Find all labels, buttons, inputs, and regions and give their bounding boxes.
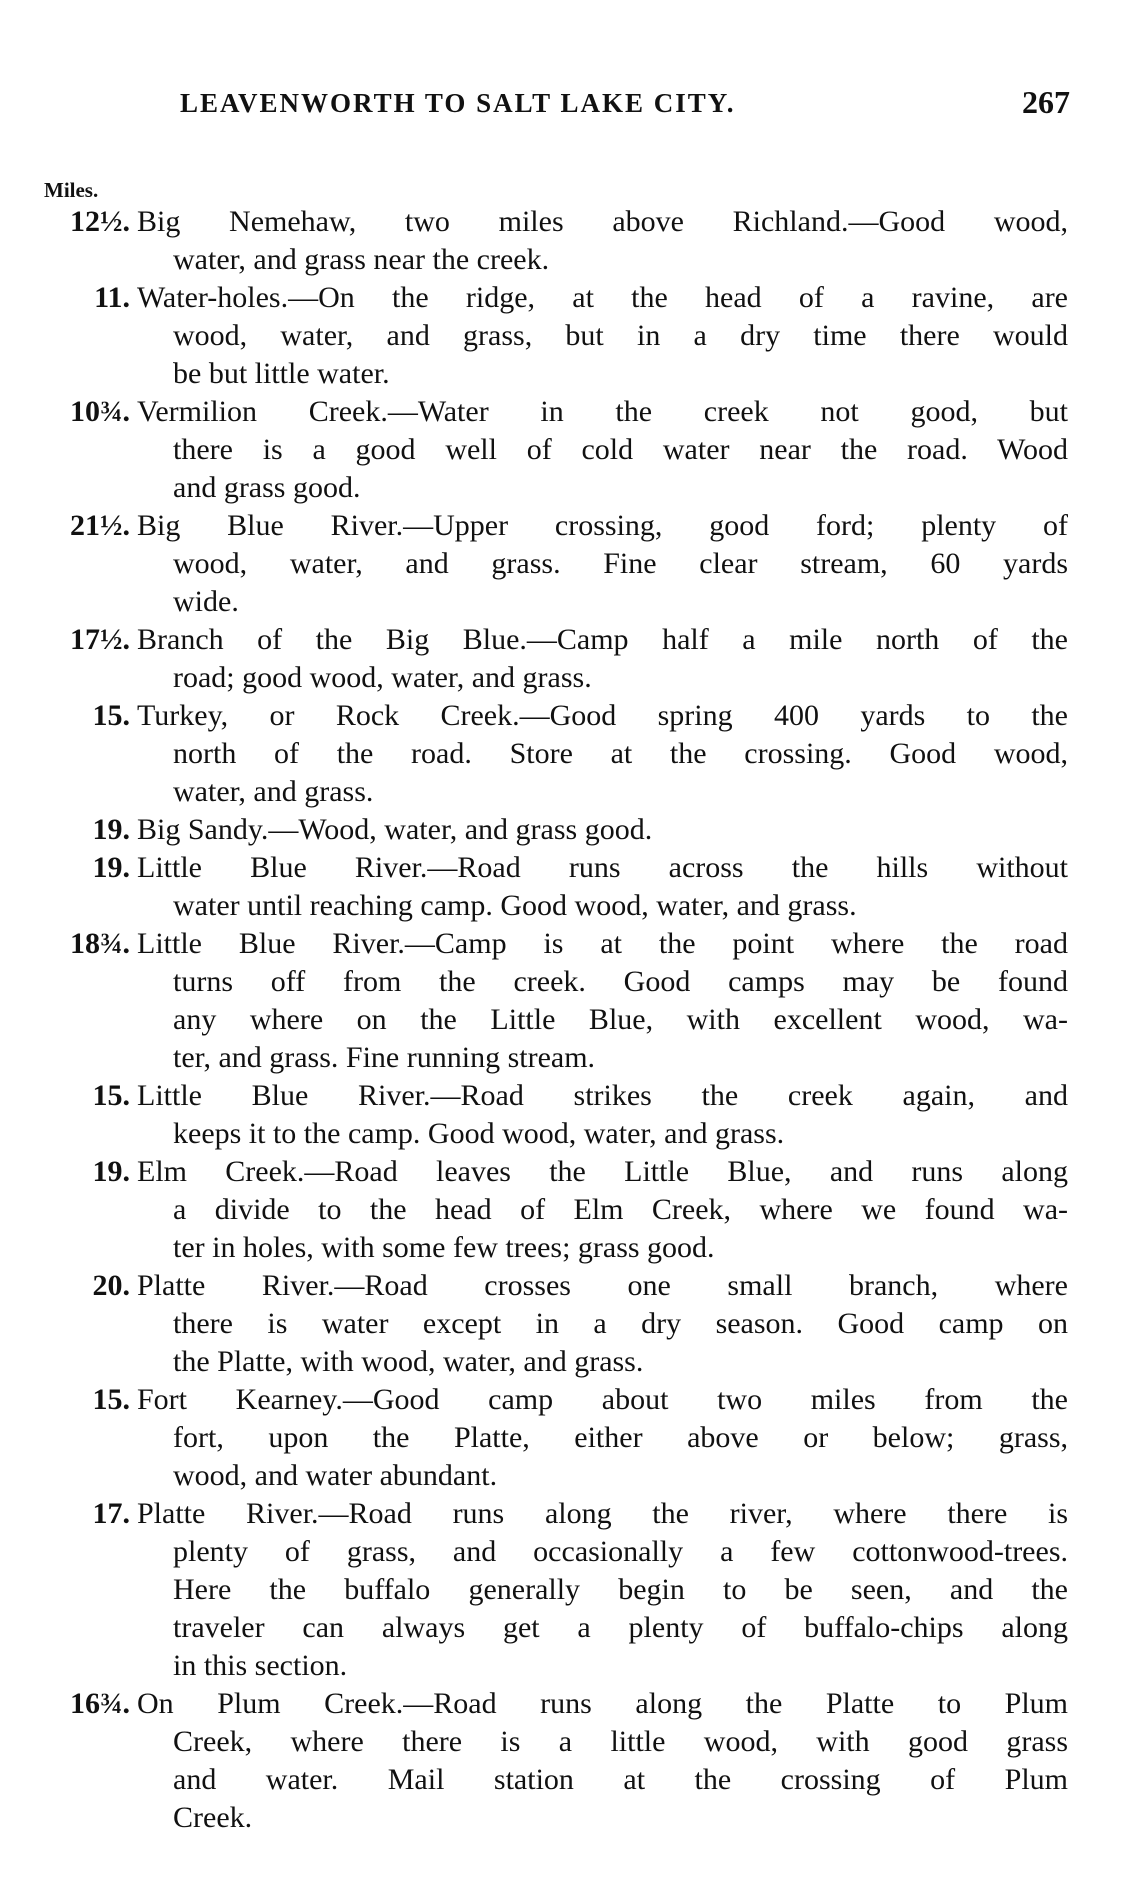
entry-miles: 19.: [92, 813, 130, 846]
entry-text-line: wood, water, and grass, but in a dry time there would: [173, 319, 1068, 352]
entry-text-line: the Platte, with wood, water, and grass.: [173, 1345, 644, 1378]
itinerary-entry: [0, 1077, 1147, 1153]
entry-text-line: keeps it to the camp. Good wood, water, and grass.: [173, 1117, 785, 1150]
itinerary-entry: [0, 811, 1147, 849]
entry-miles: 16¾.: [70, 1687, 130, 1720]
itinerary-entry: [0, 1495, 1147, 1685]
entry-miles: 15.: [92, 1383, 130, 1416]
entry-miles: 10¾.: [70, 395, 130, 428]
entry-text-line: ter, and grass. Fine running stream.: [173, 1041, 596, 1074]
entry-text-line: Fort Kearney.—Good camp about two miles from the: [137, 1383, 1068, 1416]
entry-text-line: Here the buffalo generally begin to be seen, and the: [173, 1573, 1068, 1606]
entry-text-line: Branch of the Big Blue.—Camp half a mile north of the: [137, 623, 1068, 656]
running-title: LEAVENWORTH TO SALT LAKE CITY.: [180, 88, 736, 118]
entry-miles: 17½.: [70, 623, 130, 656]
itinerary-entry: [0, 1153, 1147, 1267]
entry-text-line: water until reaching camp. Good wood, water, and grass.: [173, 889, 857, 922]
entry-text-line: Big Sandy.—Wood, water, and grass good.: [137, 813, 653, 846]
itinerary-list: [0, 203, 1147, 1837]
itinerary-entry: [0, 621, 1147, 697]
entry-miles: 19.: [92, 851, 130, 884]
entry-miles: 20.: [92, 1269, 130, 1302]
entry-text-line: Little Blue River.—Road strikes the creek again, and: [137, 1079, 1068, 1112]
entry-text-line: wide.: [173, 585, 239, 618]
entry-text-line: Little Blue River.—Camp is at the point where the road: [137, 927, 1068, 960]
entry-text-line: north of the road. Store at the crossing. Good wood,: [173, 737, 1068, 770]
itinerary-entry: [0, 507, 1147, 621]
itinerary-entry: [0, 1267, 1147, 1381]
itinerary-entry: [0, 697, 1147, 811]
entry-text-line: On Plum Creek.—Road runs along the Platte to Plum: [137, 1687, 1068, 1720]
entry-text-line: a divide to the head of Elm Creek, where we found wa-: [173, 1193, 1068, 1226]
entry-text-line: Vermilion Creek.—Water in the creek not good, but: [137, 395, 1068, 428]
entry-text-line: turns off from the creek. Good camps may be found: [173, 965, 1068, 998]
entry-miles: 18¾.: [70, 927, 130, 960]
entry-text-line: Elm Creek.—Road leaves the Little Blue, and runs along: [137, 1155, 1068, 1188]
entry-text-line: Big Nemehaw, two miles above Richland.—Good wood,: [137, 205, 1068, 238]
entry-text-line: be but little water.: [173, 357, 390, 390]
entry-text-line: Turkey, or Rock Creek.—Good spring 400 yards to the: [137, 699, 1068, 732]
itinerary-entry: [0, 849, 1147, 925]
entry-miles: 15.: [92, 1079, 130, 1112]
entry-text-line: there is water except in a dry season. Good camp on: [173, 1307, 1068, 1340]
entry-text-line: in this section.: [173, 1649, 348, 1682]
entry-miles: 19.: [92, 1155, 130, 1188]
entry-text-line: ter in holes, with some few trees; grass good.: [173, 1231, 715, 1264]
entry-miles: 15.: [92, 699, 130, 732]
entry-text-line: Water-holes.—On the ridge, at the head of a ravine, are: [137, 281, 1068, 314]
entry-text-line: water, and grass.: [173, 775, 374, 808]
entry-text-line: road; good wood, water, and grass.: [173, 661, 592, 694]
itinerary-entry: [0, 279, 1147, 393]
entry-text-line: wood, and water abundant.: [173, 1459, 498, 1492]
itinerary-entry: [0, 925, 1147, 1077]
entry-text-line: Platte River.—Road crosses one small branch, where: [137, 1269, 1068, 1302]
entry-text-line: there is a good well of cold water near the road. Wood: [173, 433, 1068, 466]
itinerary-entry: [0, 1685, 1147, 1837]
entry-text-line: fort, upon the Platte, either above or below; grass,: [173, 1421, 1068, 1454]
entry-text-line: Little Blue River.—Road runs across the hills without: [137, 851, 1068, 884]
entry-text-line: plenty of grass, and occasionally a few cottonwood-trees.: [173, 1535, 1068, 1568]
entry-miles: 21½.: [70, 509, 130, 542]
entry-text-line: Big Blue River.—Upper crossing, good ford; plenty of: [137, 509, 1068, 542]
entry-text-line: Creek, where there is a little wood, with good grass: [173, 1725, 1068, 1758]
itinerary-entry: [0, 203, 1147, 279]
entry-text-line: water, and grass near the creek.: [173, 243, 550, 276]
entry-miles: 11.: [94, 281, 130, 314]
entry-text-line: and water. Mail station at the crossing of Plum: [173, 1763, 1068, 1796]
page-number: 267: [1022, 84, 1070, 120]
entry-text-line: any where on the Little Blue, with excellent wood, wa-: [173, 1003, 1068, 1036]
itinerary-entry: [0, 1381, 1147, 1495]
entry-text-line: wood, water, and grass. Fine clear stream, 60 yards: [173, 547, 1068, 580]
page-header: [180, 84, 1070, 128]
itinerary-entry: [0, 393, 1147, 507]
entry-miles: 17.: [92, 1497, 130, 1530]
entry-text-line: Platte River.—Road runs along the river, where there is: [137, 1497, 1068, 1530]
entry-text-line: and grass good.: [173, 471, 361, 504]
entry-miles: 12½.: [70, 205, 130, 238]
miles-column-label: Miles.: [44, 178, 99, 202]
entry-text-line: traveler can always get a plenty of buffalo-chips along: [173, 1611, 1068, 1644]
entry-text-line: Creek.: [173, 1801, 253, 1834]
